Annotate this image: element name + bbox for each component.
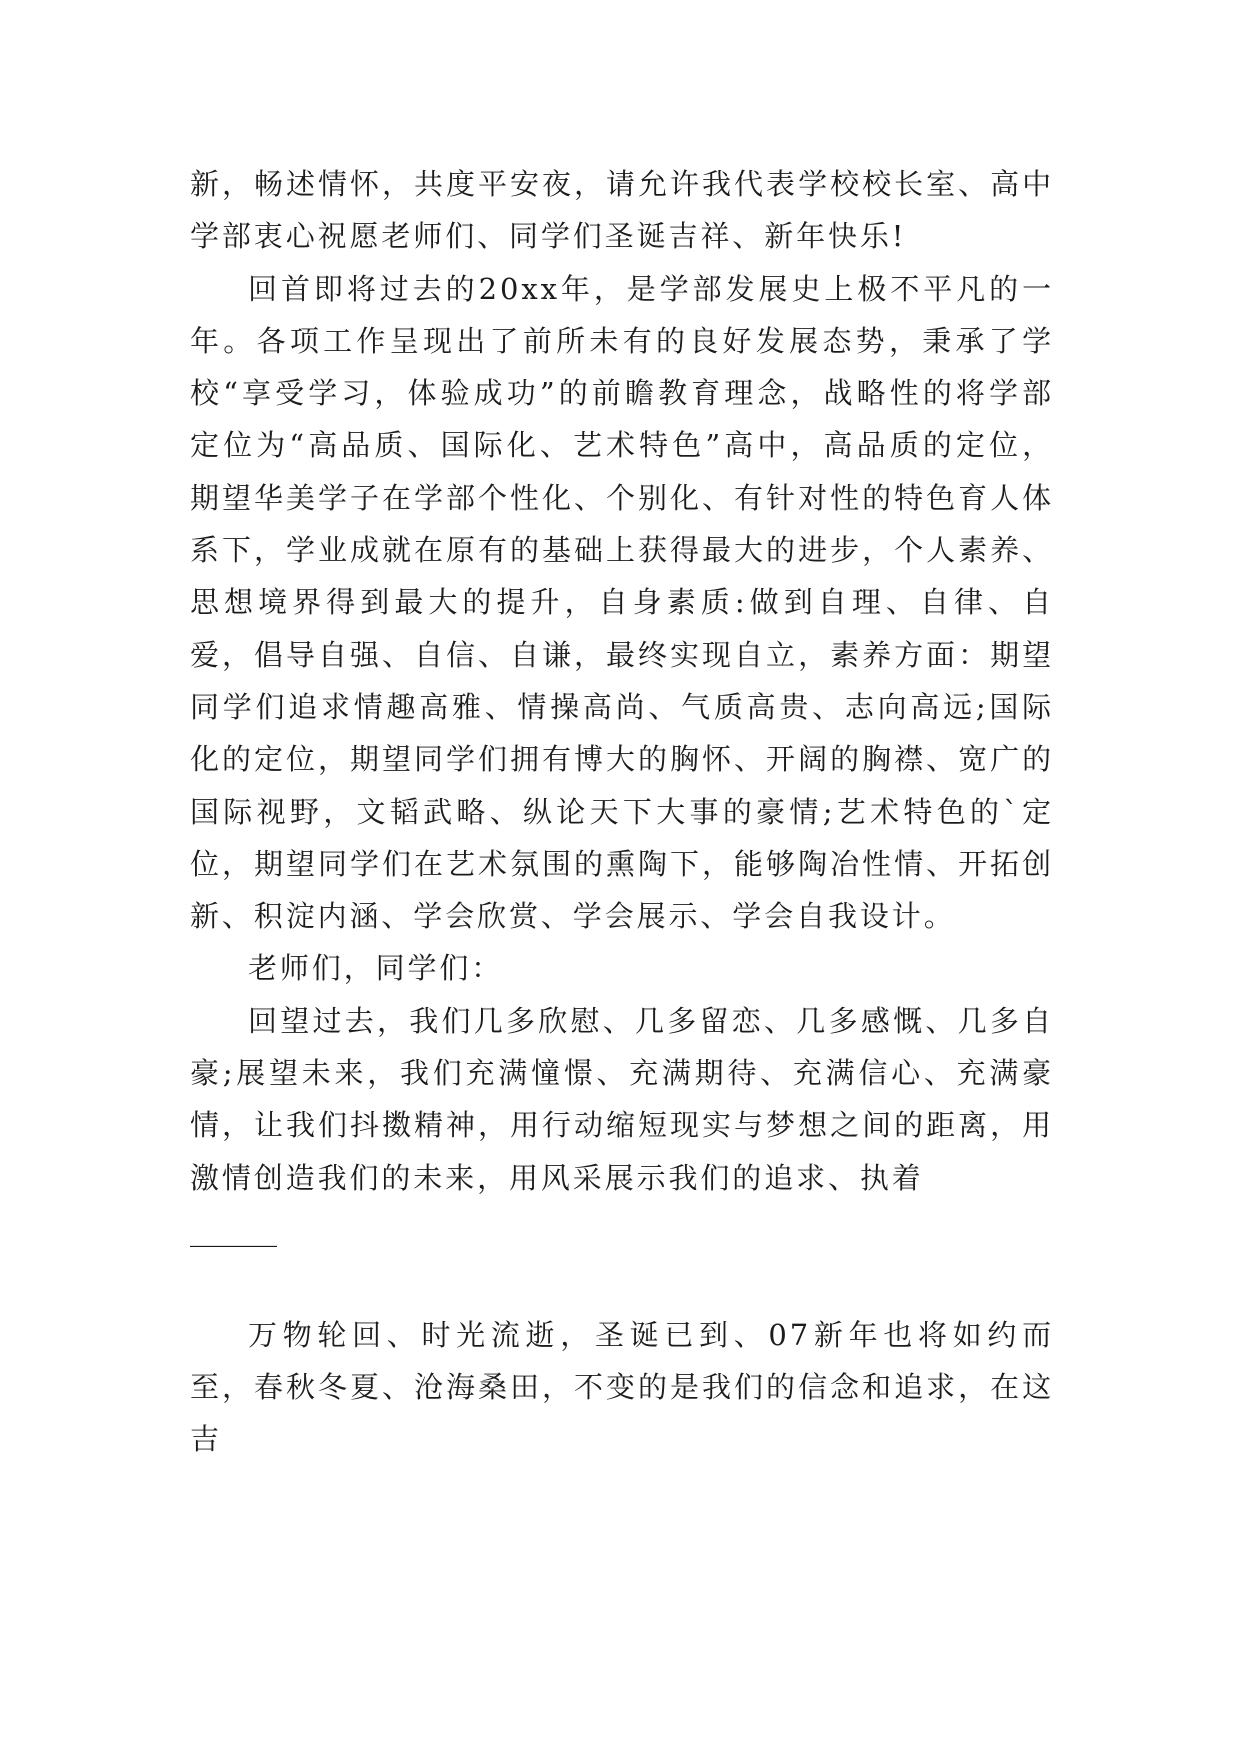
paragraph-gap (190, 1256, 1054, 1308)
paragraph-new-year: 万物轮回、时光流逝，圣诞已到、07新年也将如约而至，春秋冬夏、沧海桑田，不变的是我们的信念和追求，在这吉 (190, 1317, 1054, 1457)
paragraph-salutation: 老师们，同学们： (248, 951, 504, 986)
separator-line: ______ (190, 1212, 277, 1247)
document-body (190, 158, 1054, 1465)
paragraph-year-review: 回首即将过去的20xx年，是学部发展史上极不平凡的一年。各项工作呈现出了前所未有的良好发展态势，秉承了学校“享受学习，体验成功”的前瞻教育理念，战略性的将学部定位为“高品质、国际化、艺术特色”高中，高品质的定位，期望华美学子在学部个性化、个别化、有针对性的特色育人体系下，学业成就在原有的基础上获得最大的进步，个人素养、思想境界得到最大的提升，自身素质:做到自理、自律、自爱，倡导自强、自信、自谦，最终实现自立，素养方面：期望同学们追求情趣高雅、情操高尚、气质高贵、志向高远;国际化的定位，期望同学们拥有博大的胸怀、开阔的胸襟、宽广的国际视野，文韬武略、纵论天下大事的豪情;艺术特色的`定位，期望同学们在艺术氛围的熏陶下，能够陶冶性情、开拓创新、积淀内涵、学会欣赏、学会展示、学会自我设计。 (190, 271, 1054, 934)
paragraph-looking-ahead: 回望过去，我们几多欣慰、几多留恋、几多感慨、几多自豪;展望未来，我们充满憧憬、充满期待、充满信心、充满豪情，让我们抖擞精神，用行动缩短现实与梦想之间的距离，用激情创造我们的未来，用风采展示我们的追求、执着 (190, 1003, 1054, 1195)
paragraph-greeting-continuation: 新，畅述情怀，共度平安夜，请允许我代表学校校长室、高中学部衷心祝愿老师们、同学们圣诞吉祥、新年快乐! (190, 167, 1054, 254)
